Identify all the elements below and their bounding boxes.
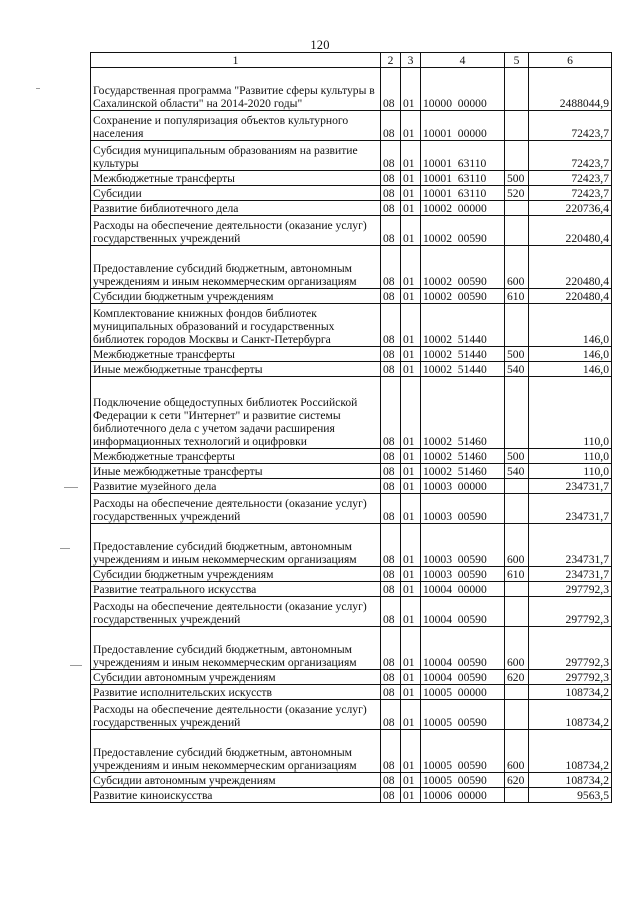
- row-target-article-cell: 10002 51460: [421, 449, 505, 464]
- table-row: [91, 141, 612, 171]
- row-expense-type-cell: [505, 700, 529, 730]
- row-name-cell: Субсидия муниципальным образованиям на развитие культуры: [91, 141, 381, 171]
- row-target-article-cell: 10004 00590: [421, 627, 505, 670]
- row-name-cell: Государственная программа "Развитие сферы культуры в Сахалинской области" на 2014-2020 годы": [91, 68, 381, 111]
- row-section-cell: 08: [381, 304, 401, 347]
- row-expense-type-cell: [505, 304, 529, 347]
- row-section-cell: 08: [381, 171, 401, 186]
- row-amount-cell: 9563,5: [529, 788, 612, 803]
- row-subsection-cell: 01: [401, 111, 421, 141]
- row-target-article-cell: 10005 00590: [421, 700, 505, 730]
- row-name-cell: Расходы на обеспечение деятельности (оказание услуг) государственных учреждений: [91, 597, 381, 627]
- header-cell-target-article: 4: [421, 53, 505, 68]
- row-subsection-cell: 01: [401, 304, 421, 347]
- row-amount-cell: 72423,7: [529, 141, 612, 171]
- row-expense-type-cell: 500: [505, 347, 529, 362]
- table-row: [91, 289, 612, 304]
- row-expense-type-cell: [505, 479, 529, 494]
- row-section-cell: 08: [381, 111, 401, 141]
- row-expense-type-cell: [505, 377, 529, 449]
- table-row: [91, 567, 612, 582]
- row-amount-cell: 297792,3: [529, 627, 612, 670]
- table-row: [91, 670, 612, 685]
- row-name-cell: Межбюджетные трансферты: [91, 449, 381, 464]
- row-subsection-cell: 01: [401, 524, 421, 567]
- row-target-article-cell: 10002 51440: [421, 304, 505, 347]
- row-target-article-cell: 10001 63110: [421, 186, 505, 201]
- row-subsection-cell: 01: [401, 670, 421, 685]
- row-section-cell: 08: [381, 627, 401, 670]
- row-name-cell: Субсидии автономным учреждениям: [91, 773, 381, 788]
- scan-mark: [70, 665, 82, 666]
- row-section-cell: 08: [381, 464, 401, 479]
- row-target-article-cell: 10002 00590: [421, 246, 505, 289]
- row-name-cell: Комплектование книжных фондов библиотек муниципальных образований и государственных библиотек городов Москвы и Санкт-Петербурга: [91, 304, 381, 347]
- table-row: [91, 377, 612, 449]
- row-subsection-cell: 01: [401, 582, 421, 597]
- row-expense-type-cell: 500: [505, 171, 529, 186]
- row-name-cell: Иные межбюджетные трансферты: [91, 362, 381, 377]
- row-subsection-cell: 01: [401, 773, 421, 788]
- table-row: [91, 700, 612, 730]
- row-target-article-cell: 10002 51460: [421, 377, 505, 449]
- row-subsection-cell: 01: [401, 627, 421, 670]
- row-section-cell: 08: [381, 449, 401, 464]
- row-expense-type-cell: [505, 216, 529, 246]
- row-target-article-cell: 10004 00590: [421, 670, 505, 685]
- row-section-cell: 08: [381, 246, 401, 289]
- row-subsection-cell: 01: [401, 246, 421, 289]
- table-row: [91, 171, 612, 186]
- row-target-article-cell: 10005 00590: [421, 730, 505, 773]
- row-expense-type-cell: 600: [505, 627, 529, 670]
- table-row: [91, 68, 612, 111]
- row-name-cell: Субсидии: [91, 186, 381, 201]
- row-section-cell: 08: [381, 362, 401, 377]
- row-target-article-cell: 10005 00000: [421, 685, 505, 700]
- page-number: 120: [310, 38, 330, 52]
- row-name-cell: Предоставление субсидий бюджетным, автономным учреждениям и иным некоммерческим организациям: [91, 524, 381, 567]
- table-body: [91, 68, 612, 803]
- row-amount-cell: 146,0: [529, 347, 612, 362]
- row-target-article-cell: 10001 63110: [421, 141, 505, 171]
- row-subsection-cell: 01: [401, 347, 421, 362]
- row-amount-cell: 220480,4: [529, 246, 612, 289]
- row-amount-cell: 110,0: [529, 377, 612, 449]
- row-subsection-cell: 01: [401, 788, 421, 803]
- row-name-cell: Развитие театрального искусства: [91, 582, 381, 597]
- row-section-cell: 08: [381, 216, 401, 246]
- header-cell-subsection: 3: [401, 53, 421, 68]
- row-section-cell: 08: [381, 141, 401, 171]
- row-target-article-cell: 10003 00590: [421, 524, 505, 567]
- row-expense-type-cell: 620: [505, 670, 529, 685]
- row-subsection-cell: 01: [401, 362, 421, 377]
- row-amount-cell: 72423,7: [529, 171, 612, 186]
- row-subsection-cell: 01: [401, 201, 421, 216]
- row-expense-type-cell: [505, 201, 529, 216]
- row-name-cell: Предоставление субсидий бюджетным, автономным учреждениям и иным некоммерческим организациям: [91, 730, 381, 773]
- table-row: [91, 773, 612, 788]
- row-name-cell: Межбюджетные трансферты: [91, 347, 381, 362]
- row-expense-type-cell: [505, 111, 529, 141]
- row-section-cell: 08: [381, 479, 401, 494]
- row-expense-type-cell: [505, 788, 529, 803]
- row-target-article-cell: 10005 00590: [421, 773, 505, 788]
- row-subsection-cell: 01: [401, 216, 421, 246]
- row-expense-type-cell: [505, 141, 529, 171]
- row-target-article-cell: 10001 63110: [421, 171, 505, 186]
- row-name-cell: Межбюджетные трансферты: [91, 171, 381, 186]
- row-section-cell: 08: [381, 567, 401, 582]
- row-target-article-cell: 10003 00590: [421, 494, 505, 524]
- header-row: [91, 53, 612, 68]
- row-expense-type-cell: [505, 597, 529, 627]
- row-expense-type-cell: [505, 582, 529, 597]
- table-row: [91, 304, 612, 347]
- header-cell-section: 2: [381, 53, 401, 68]
- row-section-cell: 08: [381, 201, 401, 216]
- table-row: [91, 685, 612, 700]
- row-subsection-cell: 01: [401, 141, 421, 171]
- row-subsection-cell: 01: [401, 449, 421, 464]
- table-row: [91, 246, 612, 289]
- scan-mark: [64, 487, 78, 488]
- row-expense-type-cell: [505, 68, 529, 111]
- row-section-cell: 08: [381, 730, 401, 773]
- row-expense-type-cell: 540: [505, 362, 529, 377]
- row-name-cell: Сохранение и популяризация объектов культурного населения: [91, 111, 381, 141]
- row-target-article-cell: 10000 00000: [421, 68, 505, 111]
- row-amount-cell: 297792,3: [529, 670, 612, 685]
- row-subsection-cell: 01: [401, 567, 421, 582]
- row-expense-type-cell: 520: [505, 186, 529, 201]
- row-name-cell: Развитие музейного дела: [91, 479, 381, 494]
- table-row: [91, 362, 612, 377]
- scan-mark: [60, 548, 70, 549]
- row-expense-type-cell: 600: [505, 246, 529, 289]
- row-name-cell: Субсидии бюджетным учреждениям: [91, 567, 381, 582]
- row-section-cell: 08: [381, 68, 401, 111]
- table-row: [91, 347, 612, 362]
- row-amount-cell: 234731,7: [529, 479, 612, 494]
- row-target-article-cell: 10002 00590: [421, 216, 505, 246]
- row-target-article-cell: 10006 00000: [421, 788, 505, 803]
- row-amount-cell: 110,0: [529, 464, 612, 479]
- row-amount-cell: 234731,7: [529, 567, 612, 582]
- row-amount-cell: 234731,7: [529, 524, 612, 567]
- row-amount-cell: 146,0: [529, 304, 612, 347]
- row-expense-type-cell: 610: [505, 289, 529, 304]
- row-expense-type-cell: 600: [505, 524, 529, 567]
- row-amount-cell: 108734,2: [529, 700, 612, 730]
- table-row: [91, 216, 612, 246]
- row-amount-cell: 72423,7: [529, 186, 612, 201]
- row-name-cell: Расходы на обеспечение деятельности (оказание услуг) государственных учреждений: [91, 700, 381, 730]
- row-subsection-cell: 01: [401, 730, 421, 773]
- row-amount-cell: 108734,2: [529, 773, 612, 788]
- row-section-cell: 08: [381, 524, 401, 567]
- row-amount-cell: 220480,4: [529, 289, 612, 304]
- row-amount-cell: 220736,4: [529, 201, 612, 216]
- row-subsection-cell: 01: [401, 186, 421, 201]
- row-name-cell: Расходы на обеспечение деятельности (оказание услуг) государственных учреждений: [91, 216, 381, 246]
- row-section-cell: 08: [381, 685, 401, 700]
- row-amount-cell: 297792,3: [529, 597, 612, 627]
- table-row: [91, 111, 612, 141]
- table-row: [91, 201, 612, 216]
- table-row: [91, 524, 612, 567]
- row-expense-type-cell: 600: [505, 730, 529, 773]
- row-name-cell: Развитие киноискусства: [91, 788, 381, 803]
- row-section-cell: 08: [381, 494, 401, 524]
- table-row: [91, 730, 612, 773]
- table-row: [91, 449, 612, 464]
- table-row: [91, 627, 612, 670]
- table-row: [91, 479, 612, 494]
- row-target-article-cell: 10003 00590: [421, 567, 505, 582]
- row-name-cell: Развитие библиотечного дела: [91, 201, 381, 216]
- table-row: [91, 464, 612, 479]
- table-row: [91, 597, 612, 627]
- row-name-cell: Развитие исполнительских искусств: [91, 685, 381, 700]
- row-subsection-cell: 01: [401, 700, 421, 730]
- row-target-article-cell: 10002 51460: [421, 464, 505, 479]
- header-cell-expense-type: 5: [505, 53, 529, 68]
- table-row: [91, 494, 612, 524]
- row-section-cell: 08: [381, 788, 401, 803]
- row-expense-type-cell: 500: [505, 449, 529, 464]
- row-amount-cell: 2488044,9: [529, 68, 612, 111]
- row-amount-cell: 108734,2: [529, 730, 612, 773]
- row-subsection-cell: 01: [401, 597, 421, 627]
- row-name-cell: Предоставление субсидий бюджетным, автономным учреждениям и иным некоммерческим организациям: [91, 246, 381, 289]
- row-name-cell: Расходы на обеспечение деятельности (оказание услуг) государственных учреждений: [91, 494, 381, 524]
- header-cell-name: 1: [91, 53, 381, 68]
- row-amount-cell: 108734,2: [529, 685, 612, 700]
- row-expense-type-cell: 540: [505, 464, 529, 479]
- row-subsection-cell: 01: [401, 494, 421, 524]
- row-section-cell: 08: [381, 773, 401, 788]
- row-expense-type-cell: 620: [505, 773, 529, 788]
- row-section-cell: 08: [381, 700, 401, 730]
- row-target-article-cell: 10002 51440: [421, 362, 505, 377]
- row-section-cell: 08: [381, 186, 401, 201]
- row-amount-cell: 297792,3: [529, 582, 612, 597]
- row-name-cell: Подключение общедоступных библиотек Российской Федерации к сети "Интернет" и развитие системы библиотечного дела с учетом задачи расширения информационных технологий и оцифровки: [91, 377, 381, 449]
- table-row: [91, 186, 612, 201]
- row-amount-cell: 72423,7: [529, 111, 612, 141]
- row-target-article-cell: 10004 00000: [421, 582, 505, 597]
- row-amount-cell: 220480,4: [529, 216, 612, 246]
- row-section-cell: 08: [381, 289, 401, 304]
- row-subsection-cell: 01: [401, 479, 421, 494]
- scan-mark: [36, 88, 40, 89]
- row-subsection-cell: 01: [401, 377, 421, 449]
- row-target-article-cell: 10002 00590: [421, 289, 505, 304]
- budget-table: [90, 52, 612, 803]
- row-target-article-cell: 10002 00000: [421, 201, 505, 216]
- table-row: [91, 582, 612, 597]
- row-subsection-cell: 01: [401, 289, 421, 304]
- row-section-cell: 08: [381, 582, 401, 597]
- row-subsection-cell: 01: [401, 171, 421, 186]
- row-section-cell: 08: [381, 597, 401, 627]
- row-subsection-cell: 01: [401, 464, 421, 479]
- row-name-cell: Субсидии автономным учреждениям: [91, 670, 381, 685]
- row-target-article-cell: 10003 00000: [421, 479, 505, 494]
- row-target-article-cell: 10001 00000: [421, 111, 505, 141]
- row-name-cell: Иные межбюджетные трансферты: [91, 464, 381, 479]
- row-target-article-cell: 10004 00590: [421, 597, 505, 627]
- row-section-cell: 08: [381, 377, 401, 449]
- row-amount-cell: 146,0: [529, 362, 612, 377]
- row-expense-type-cell: [505, 685, 529, 700]
- table-row: [91, 788, 612, 803]
- header-cell-amount: 6: [529, 53, 612, 68]
- row-target-article-cell: 10002 51440: [421, 347, 505, 362]
- row-expense-type-cell: 610: [505, 567, 529, 582]
- row-subsection-cell: 01: [401, 68, 421, 111]
- row-section-cell: 08: [381, 347, 401, 362]
- row-section-cell: 08: [381, 670, 401, 685]
- row-name-cell: Субсидии бюджетным учреждениям: [91, 289, 381, 304]
- row-expense-type-cell: [505, 494, 529, 524]
- row-subsection-cell: 01: [401, 685, 421, 700]
- row-amount-cell: 234731,7: [529, 494, 612, 524]
- row-name-cell: Предоставление субсидий бюджетным, автономным учреждениям и иным некоммерческим организациям: [91, 627, 381, 670]
- row-amount-cell: 110,0: [529, 449, 612, 464]
